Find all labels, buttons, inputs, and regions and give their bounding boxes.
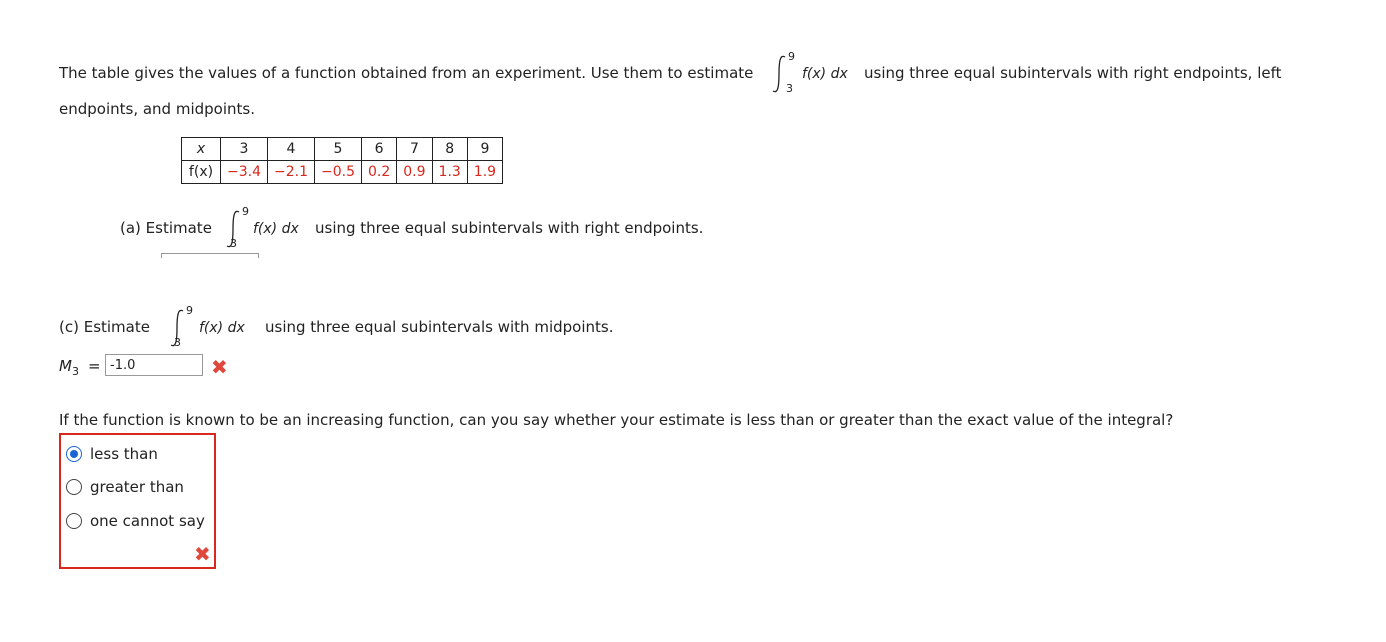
- table-cell: 4: [268, 138, 315, 161]
- table-cell: −2.1: [268, 161, 315, 184]
- table-cell: 1.9: [467, 161, 502, 184]
- radio-button[interactable]: [66, 513, 82, 529]
- integral-upper-limit: 9: [242, 205, 249, 218]
- part-a-answer-area: [161, 253, 259, 258]
- option-less-than[interactable]: [66, 444, 158, 464]
- table-cell: 6: [362, 138, 397, 161]
- table-cell: −0.5: [315, 161, 362, 184]
- table-cell: −3.4: [221, 161, 268, 184]
- option-one-cannot-say[interactable]: [66, 511, 205, 531]
- table-cell: 8: [432, 138, 467, 161]
- integral-lower-limit: 3: [786, 82, 793, 95]
- table-header-fx: f(x): [182, 161, 221, 184]
- data-table: [181, 137, 503, 184]
- x-mark-icon: ✖: [194, 542, 211, 566]
- table-row: [182, 138, 503, 161]
- intro-text: The table gives the values of a function obtained from an experiment. Use them to estimate: [59, 64, 754, 82]
- table-cell: 0.2: [362, 161, 397, 184]
- radio-button[interactable]: [66, 446, 82, 462]
- option-greater-than[interactable]: [66, 477, 184, 497]
- intro-text-line2: endpoints, and midpoints.: [59, 100, 255, 118]
- option-label: one cannot say: [90, 512, 205, 530]
- table-cell: 7: [397, 138, 432, 161]
- intro-integrand: f(x) dx: [802, 66, 848, 82]
- intro-text-after: using three equal subintervals with right endpoints, left: [864, 64, 1282, 82]
- part-c-label: (c) Estimate: [59, 318, 150, 336]
- radio-button[interactable]: [66, 479, 82, 495]
- question-text: If the function is known to be an increasing function, can you say whether your estimate is less than or greater than the exact value of the integral?: [59, 411, 1174, 429]
- table-cell: 0.9: [397, 161, 432, 184]
- part-a-integrand: f(x) dx: [253, 221, 299, 237]
- option-label: less than: [90, 445, 158, 463]
- equals-sign: =: [88, 357, 101, 375]
- table-header-x: x: [182, 138, 221, 161]
- m3-answer-input[interactable]: [105, 354, 203, 376]
- part-c-integrand: f(x) dx: [199, 320, 245, 336]
- integral-upper-limit: 9: [788, 50, 795, 63]
- table-cell: 9: [467, 138, 502, 161]
- integral-lower-limit: 3: [230, 237, 237, 250]
- integral-upper-limit: 9: [186, 304, 193, 317]
- integral-lower-limit: 3: [174, 336, 181, 349]
- option-label: greater than: [90, 478, 184, 496]
- part-c-text: using three equal subintervals with midpoints.: [265, 318, 614, 336]
- table-cell: 5: [315, 138, 362, 161]
- table-row: [182, 161, 503, 184]
- table-cell: 1.3: [432, 161, 467, 184]
- m3-label: $M_3$: [59, 357, 79, 378]
- part-a-text: using three equal subintervals with right endpoints.: [315, 219, 704, 237]
- x-mark-icon: ✖: [211, 355, 228, 379]
- part-a-label: (a) Estimate: [120, 219, 212, 237]
- table-cell: 3: [221, 138, 268, 161]
- answer-options-group: [59, 433, 216, 569]
